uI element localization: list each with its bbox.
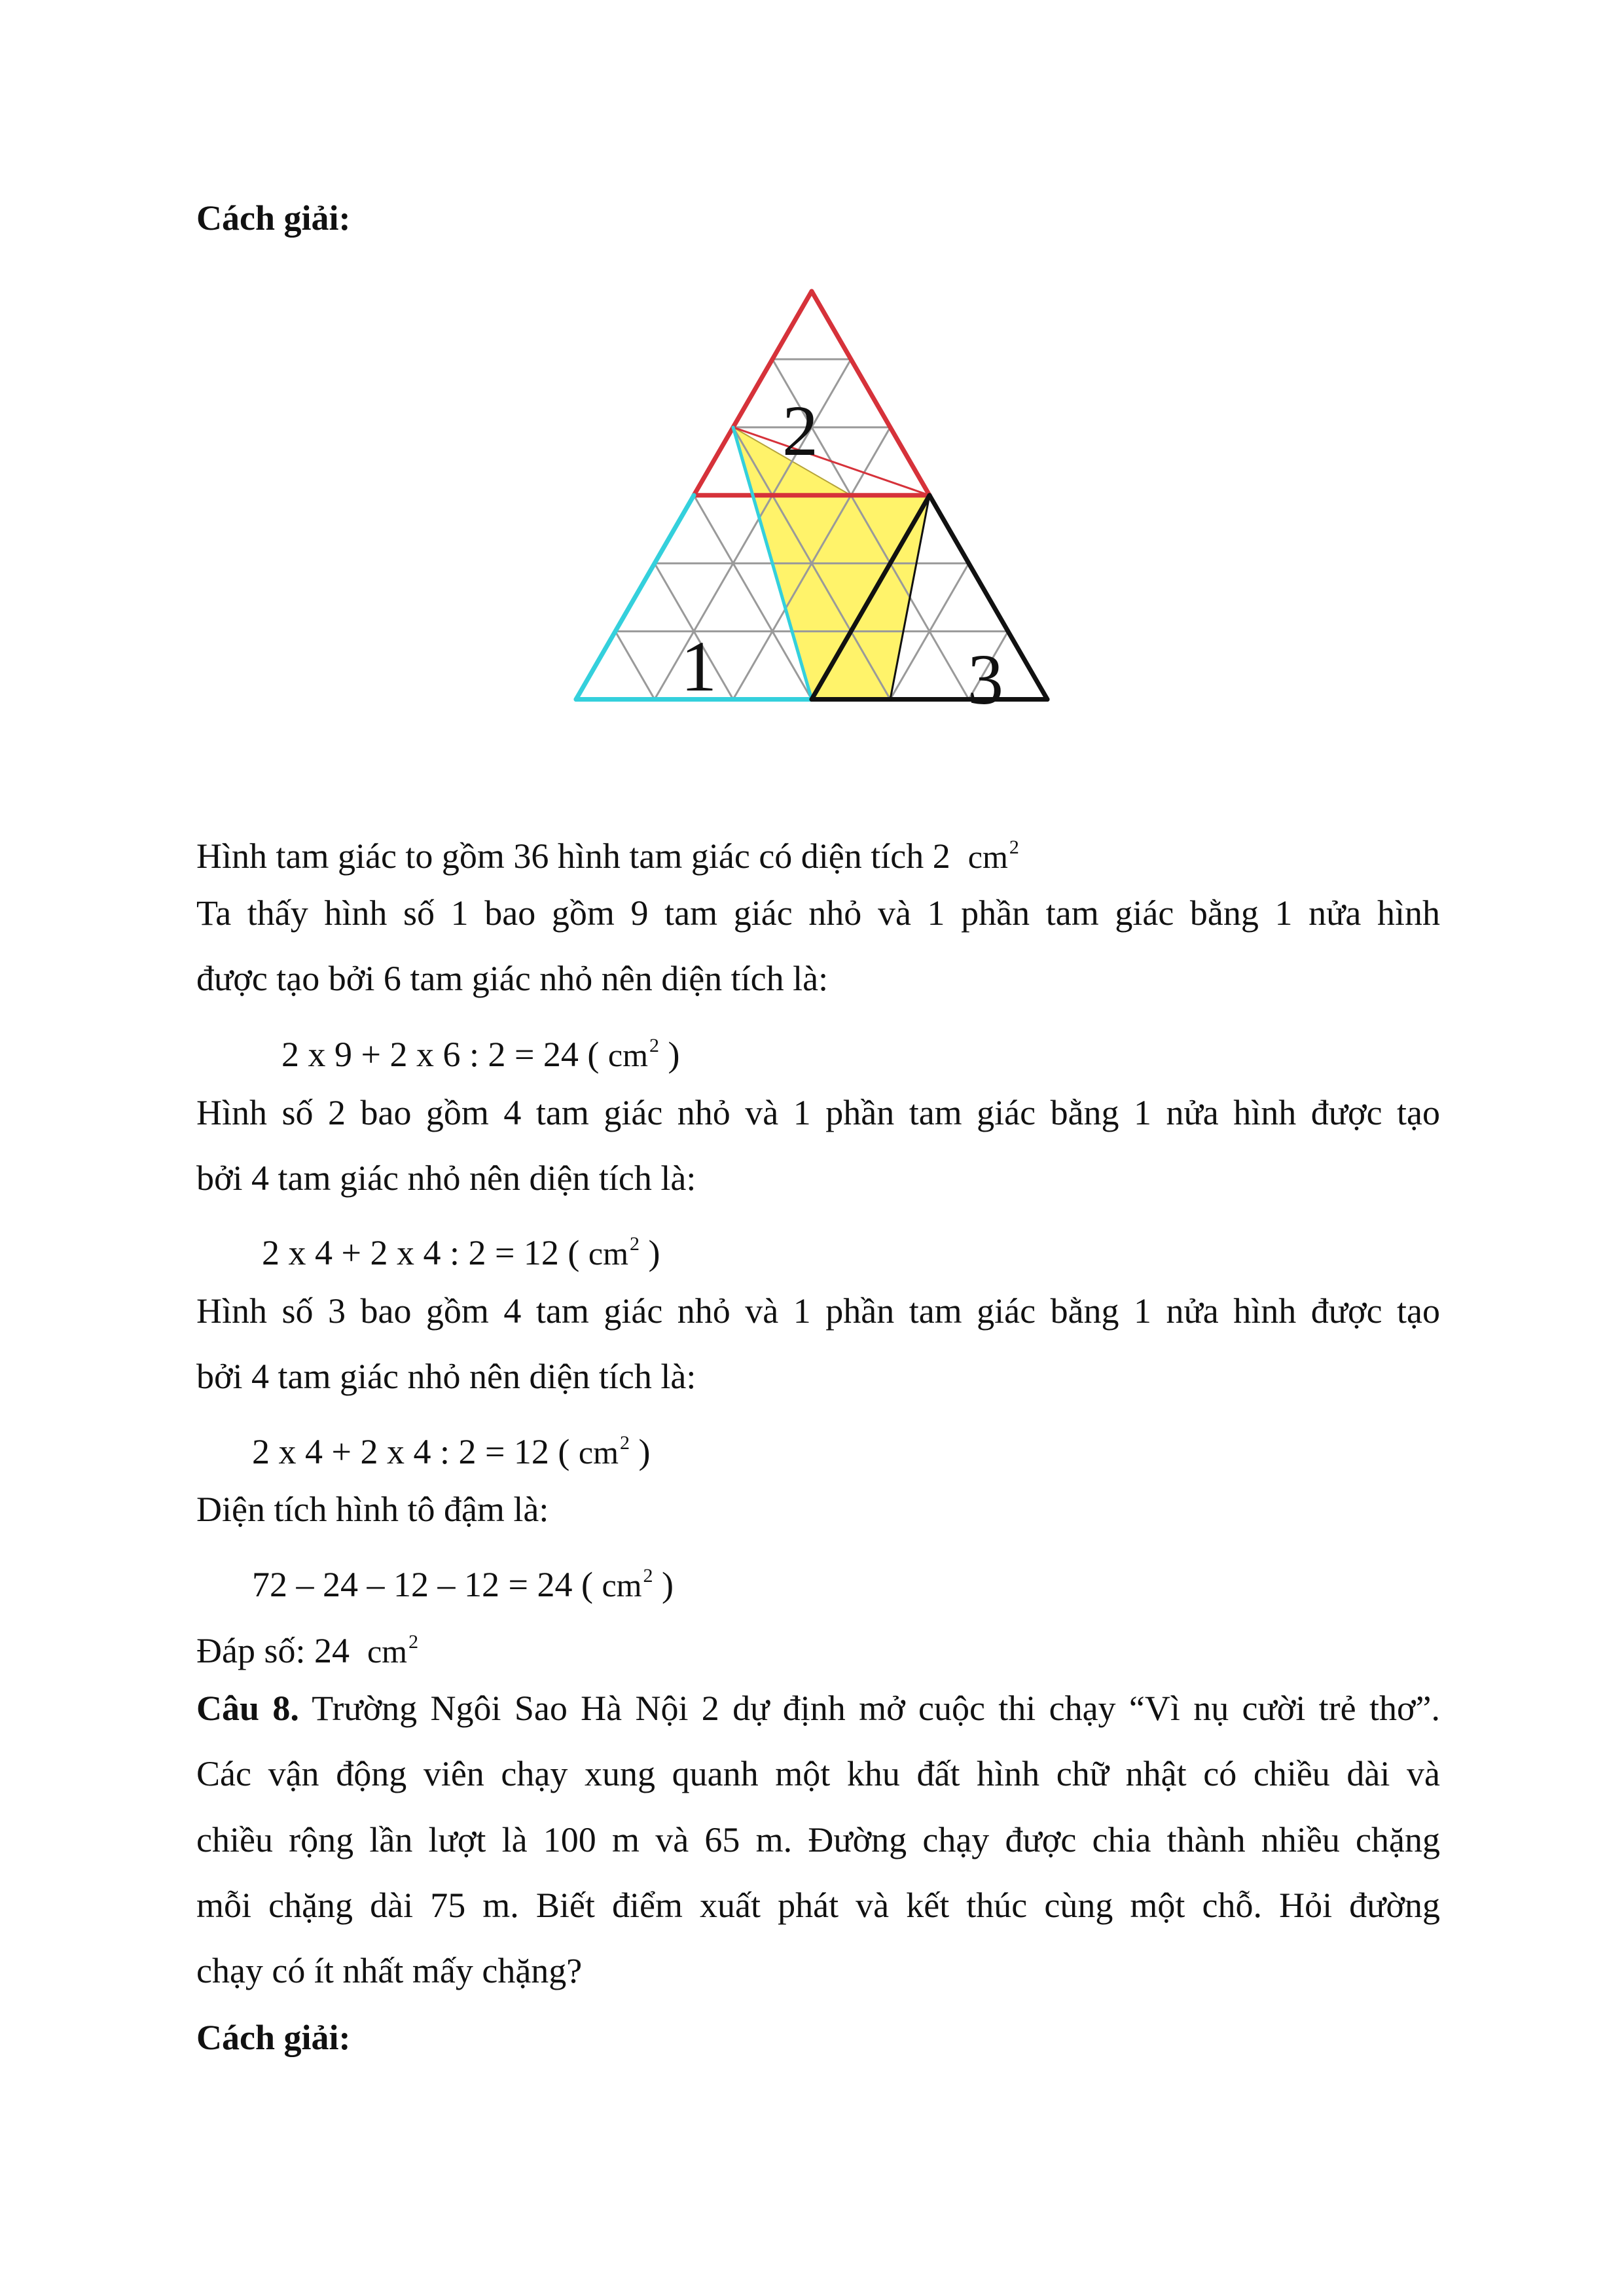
text-line-3: được tạo bởi 6 tam giác nhỏ nên diện tích là: <box>196 959 829 998</box>
calc-line-shape-2: 2 x 4 + 2 x 4 : 2 = 12 ( $cm^2$ ) <box>262 1233 660 1272</box>
text-line-6: bởi 4 tam giác nhỏ nên diện tích là: <box>196 1158 696 1198</box>
calc-line-shaded: 72 – 24 – 12 – 12 = 24 ( $cm^2$ ) <box>252 1565 674 1604</box>
question-8-line-3: chiều rộng lần lượt là 100 m và 65 m. Đường chạy được chia thành nhiều chặng <box>196 1820 1440 1859</box>
text-line-2: Ta thấy hình số 1 bao gồm 9 tam giác nhỏ và 1 phần tam giác bằng 1 nửa hình <box>196 893 1440 933</box>
text-line-8: Hình số 3 bao gồm 4 tam giác nhỏ và 1 phần tam giác bằng 1 nửa hình được tạo <box>196 1291 1440 1331</box>
question-8-line-2: Các vận động viên chạy xung quanh một khu đất hình chữ nhật có chiều dài và <box>196 1754 1440 1793</box>
figure-label-1: 1 <box>681 626 717 706</box>
calc-line-shape-3: 2 x 4 + 2 x 4 : 2 = 12 ( $cm^2$ ) <box>252 1432 651 1471</box>
figure-label-3: 3 <box>967 639 1003 719</box>
grid-line <box>615 632 655 700</box>
text-line-5: Hình số 2 bao gồm 4 tam giác nhỏ và 1 phần tam giác bằng 1 nửa hình được tạo <box>196 1093 1440 1132</box>
text-line-1: Hình tam giác to gồm 36 hình tam giác có diện tích 2 $cm^2$ <box>196 836 1019 876</box>
shape-2-edge <box>812 291 929 495</box>
calc-line-shape-1: 2 x 9 + 2 x 6 : 2 = 24 ( $cm^2$ ) <box>281 1035 680 1074</box>
answer-line: Đáp số: 24 $cm^2$ <box>196 1631 419 1670</box>
figure-label-2: 2 <box>782 391 818 471</box>
text-line-9: bởi 4 tam giác nhỏ nên diện tích là: <box>196 1357 696 1396</box>
question-8-line-5: chạy có ít nhất mấy chặng? <box>196 1951 583 1990</box>
heading-solution-2: Cách giải: <box>196 2018 351 2057</box>
shape-1-edge <box>576 495 694 700</box>
question-8-line-4: mỗi chặng dài 75 m. Biết điểm xuất phát và kết thúc cùng một chỗ. Hỏi đường <box>196 1886 1440 1925</box>
text-line-11: Diện tích hình tô đậm là: <box>196 1490 549 1529</box>
heading-solution: Cách giải: <box>196 198 351 238</box>
question-8-line-1: Câu 8. Trường Ngôi Sao Hà Nội 2 dự định mở cuộc thi chạy “Vì nụ cười trẻ thơ”. <box>196 1689 1440 1728</box>
triangle-figure <box>537 278 1113 789</box>
